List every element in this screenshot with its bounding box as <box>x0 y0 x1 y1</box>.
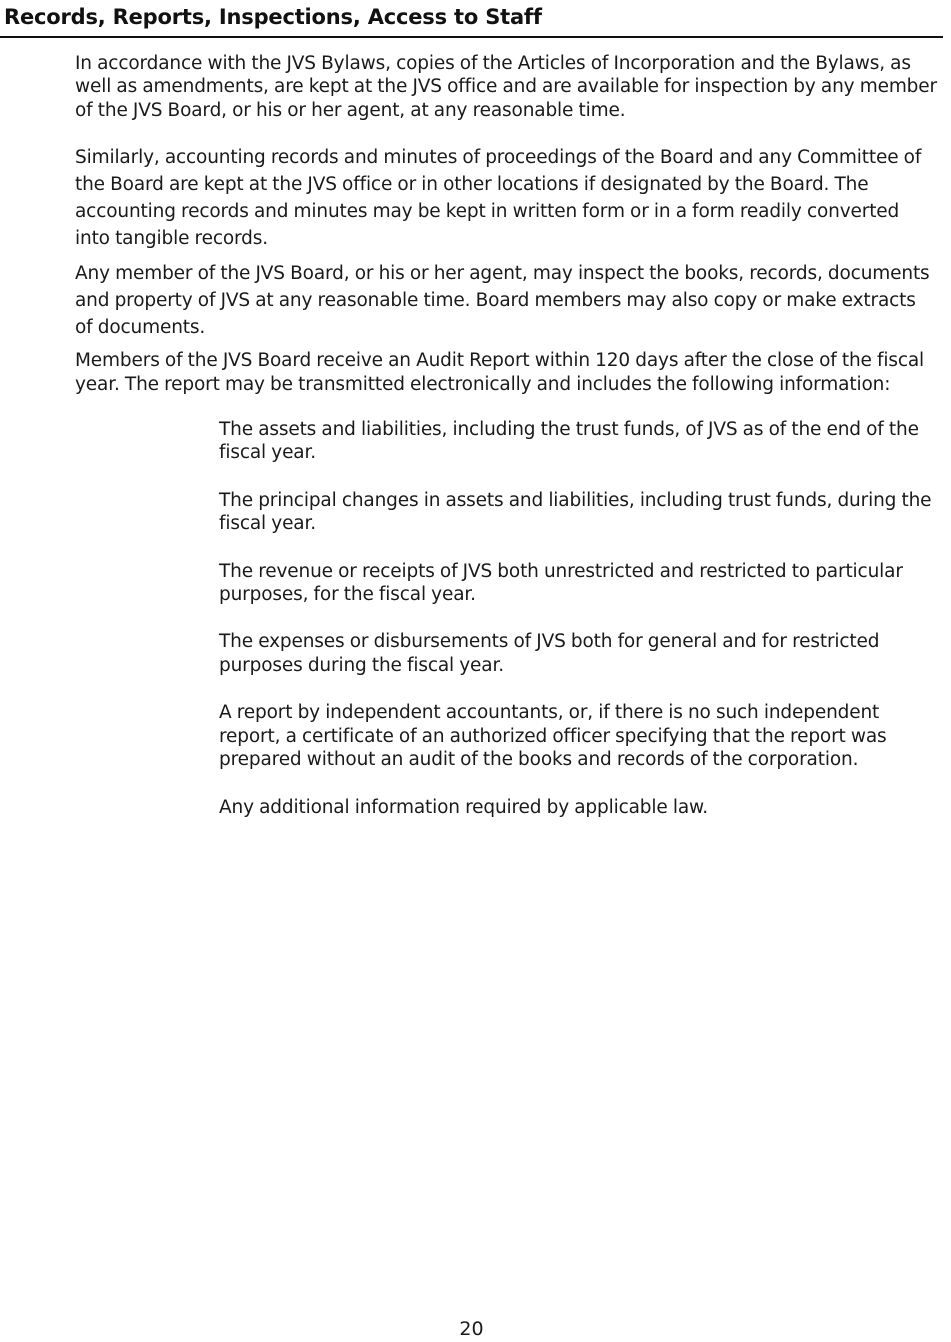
paragraph-accounting-records: Similarly, accounting records and minutes of proceedings of the Board and any Committee of the Board are kept at the JVS office or in other locations if designated by the Board. The accounting records and minutes may be kept in written form or in a form readily converted into tangible records. <box>75 147 922 250</box>
page-number: 20 <box>459 1318 484 1340</box>
list-item: The expenses or disbursements of JVS both for general and for restricted purposes during the fiscal year. <box>219 631 880 676</box>
audit-report-contents-list <box>75 418 937 819</box>
paragraph-articles-bylaws: In accordance with the JVS Bylaws, copies of the Articles of Incorporation and the Bylaws, as well as amendments, are kept at the JVS office and are available for inspection by any member of the JVS Board, or his or her agent, at any reasonable time. <box>75 53 937 121</box>
list-item: The revenue or receipts of JVS both unrestricted and restricted to particular purposes, for the fiscal year. <box>219 560 903 606</box>
list-item: Any additional information required by applicable law. <box>219 796 709 818</box>
paragraph-member-inspection: Any member of the JVS Board, or his or her agent, may inspect the books, records, documents and property of JVS at any reasonable time. Board members may also copy or make extracts of documents. <box>75 263 930 339</box>
list-item: A report by independent accountants, or, if there is no such independent report, a certificate of an authorized officer specifying that the report was prepared without an audit of the books and records of the corporation. <box>219 702 887 771</box>
section-heading: Records, Reports, Inspections, Access to Staff <box>4 5 542 29</box>
document-body <box>75 52 937 843</box>
list-item: The assets and liabilities, including the trust funds, of JVS as of the end of the fiscal year. <box>219 419 919 464</box>
heading-divider <box>0 36 943 38</box>
list-item: The principal changes in assets and liabilities, including trust funds, during the fiscal year. <box>219 489 932 535</box>
paragraph-audit-report: Members of the JVS Board receive an Audit Report within 120 days after the close of the fiscal year. The report may be transmitted electronically and includes the following information: <box>75 350 925 395</box>
